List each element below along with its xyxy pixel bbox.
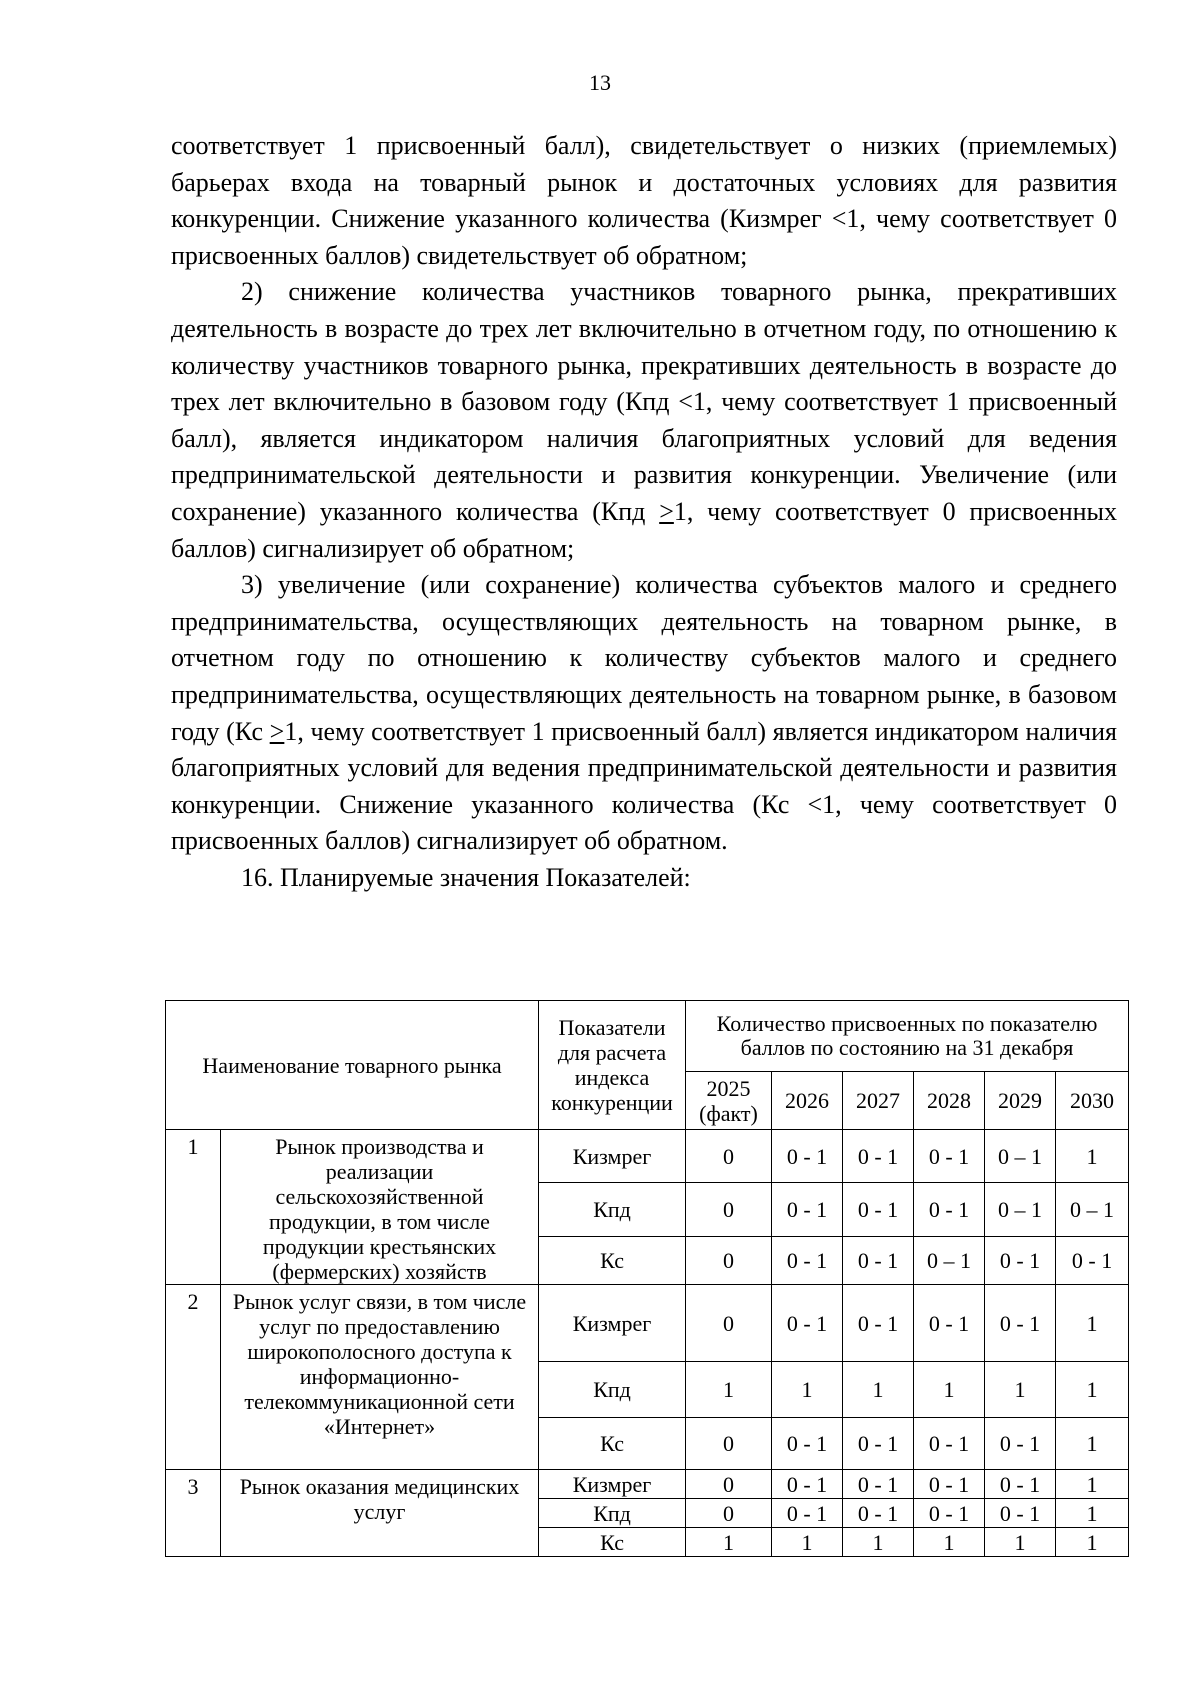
score-cell: 1 [1056, 1470, 1129, 1499]
score-cell: 0 - 1 [914, 1130, 985, 1183]
score-cell: 1 [914, 1362, 985, 1418]
paragraph [171, 274, 1117, 567]
score-cell: 0 - 1 [772, 1418, 843, 1470]
paragraph-text: 2) снижение количества участников товарного рынка, прекративших деятельность в возрасте до трех лет включительно в отчетном году, по отношению к количеству участников товарного рынка, прекративших деятельность в возрасте до трех лет включительно в базовом году (Кпд <1, чему соответствует 1 присвоенный балл), является индикатором наличия благоприятных условий для ведения предпринимательской деятельности и развития конкуренции. Увеличение (или сохранение) указанного количества (Кпд [171, 277, 1117, 526]
indicator-name: Кпд [539, 1183, 686, 1236]
paragraphs [171, 128, 1117, 860]
score-cell: 0 - 1 [843, 1236, 914, 1284]
page-number: 13 [589, 70, 611, 95]
header-year: 2028 [914, 1072, 985, 1130]
score-cell: 0 - 1 [772, 1499, 843, 1528]
score-cell: 0 - 1 [843, 1130, 914, 1183]
score-cell: 1 [1056, 1418, 1129, 1470]
table-row [166, 1130, 1129, 1183]
indicator-name: Кизмрег [539, 1470, 686, 1499]
score-cell: 0 - 1 [843, 1470, 914, 1499]
table-row [166, 1470, 1129, 1499]
market-name: Рынок услуг связи, в том числе услуг по предоставлению широкополосного доступа к информационно-телекоммуникационной сети «Интернет» [221, 1285, 539, 1470]
market-name: Рынок производства и реализации сельскохозяйственной продукции, в том числе продукции крестьянских (фермерских) хозяйств [221, 1130, 539, 1285]
score-cell: 0 - 1 [914, 1470, 985, 1499]
score-cell: 0 - 1 [985, 1499, 1056, 1528]
indicator-name: Кс [539, 1528, 686, 1557]
score-cell: 0 - 1 [985, 1418, 1056, 1470]
score-cell: 0 – 1 [914, 1236, 985, 1284]
score-cell: 0 [686, 1499, 772, 1528]
score-cell: 1 [772, 1528, 843, 1557]
header-market: Наименование товарного рынка [166, 1001, 539, 1130]
score-cell: 1 [772, 1362, 843, 1418]
underlined-symbol: > [269, 716, 285, 746]
score-cell: 0 - 1 [772, 1130, 843, 1183]
score-cell: 1 [1056, 1362, 1129, 1418]
score-cell: 0 - 1 [1056, 1236, 1129, 1284]
score-cell: 0 [686, 1183, 772, 1236]
score-cell: 0 - 1 [914, 1418, 985, 1470]
underlined-symbol: > [659, 496, 674, 526]
header-row [166, 1001, 1129, 1072]
header-year: 2025 (факт) [686, 1072, 772, 1130]
score-cell: 0 - 1 [985, 1236, 1056, 1284]
score-cell: 0 - 1 [772, 1236, 843, 1284]
header-year: 2030 [1056, 1072, 1129, 1130]
score-cell: 0 - 1 [843, 1499, 914, 1528]
score-cell: 0 – 1 [1056, 1183, 1129, 1236]
indicator-name: Кс [539, 1418, 686, 1470]
body-text [171, 128, 1117, 896]
table-body [166, 1001, 1129, 1557]
score-cell: 0 [686, 1130, 772, 1183]
score-cell: 1 [1056, 1285, 1129, 1362]
score-cell: 0 – 1 [985, 1183, 1056, 1236]
score-cell: 1 [1056, 1130, 1129, 1183]
indicator-name: Кпд [539, 1499, 686, 1528]
row-number: 3 [166, 1470, 221, 1557]
header-year: 2027 [843, 1072, 914, 1130]
indicator-name: Кизмрег [539, 1130, 686, 1183]
paragraph [171, 567, 1117, 860]
score-cell: 0 - 1 [914, 1183, 985, 1236]
paragraph-text: 1, чему соответствует 1 присвоенный балл) является индикатором наличия благоприятных условий для ведения предпринимательской деятельности и развития конкуренции. Снижение указанного количества (Кс <1, чему соответствует 0 присвоенных баллов) сигнализирует об обратном. [171, 716, 1117, 856]
indicator-name: Кс [539, 1236, 686, 1284]
score-cell: 0 - 1 [914, 1285, 985, 1362]
score-cell: 0 [686, 1285, 772, 1362]
score-cell: 1 [985, 1528, 1056, 1557]
score-cell: 0 - 1 [772, 1183, 843, 1236]
score-cell: 0 - 1 [843, 1285, 914, 1362]
paragraph-text: соответствует 1 присвоенный балл), свидетельствует о низких (приемлемых) барьерах входа на товарный рынок и достаточных условиях для развития конкуренции. Снижение указанного количества (Кизмрег <1, чему соответствует 0 присвоенных баллов) свидетельствует об обратном; [171, 131, 1117, 270]
score-cell: 1 [843, 1362, 914, 1418]
indicator-name: Кизмрег [539, 1285, 686, 1362]
market-name: Рынок оказания медицинских услуг [221, 1470, 539, 1557]
score-cell: 0 - 1 [985, 1285, 1056, 1362]
header-indicators: Показатели для расчета индекса конкуренции [539, 1001, 686, 1130]
score-cell: 1 [914, 1528, 985, 1557]
indicator-name: Кпд [539, 1362, 686, 1418]
score-cell: 0 - 1 [772, 1470, 843, 1499]
score-cell: 0 - 1 [843, 1418, 914, 1470]
score-cell: 0 [686, 1418, 772, 1470]
score-cell: 1 [843, 1528, 914, 1557]
indicators-table [165, 1000, 1129, 1557]
score-cell: 1 [1056, 1499, 1129, 1528]
score-cell: 0 [686, 1236, 772, 1284]
score-cell: 1 [1056, 1528, 1129, 1557]
header-year: 2026 [772, 1072, 843, 1130]
paragraph-text: 3) увеличение (или сохранение) количества субъектов малого и среднего предпринимательства, осуществляющих деятельность на товарном рынке, в отчетном году по отношению к количеству субъектов малого и среднего предпринимательства, осуществляющих деятельность на товарном рынке, в базовом году (Кс [171, 570, 1117, 746]
score-cell: 1 [985, 1362, 1056, 1418]
section-heading: 16. Планируемые значения Показателей: [241, 862, 691, 892]
row-number: 2 [166, 1285, 221, 1470]
score-cell: 1 [686, 1528, 772, 1557]
table-row [166, 1285, 1129, 1362]
header-year: 2029 [985, 1072, 1056, 1130]
row-number: 1 [166, 1130, 221, 1285]
score-cell: 0 [686, 1470, 772, 1499]
score-cell: 0 - 1 [985, 1470, 1056, 1499]
score-cell: 0 - 1 [772, 1285, 843, 1362]
header-points: Количество присвоенных по показателю баллов по состоянию на 31 декабря [686, 1001, 1129, 1072]
paragraph-text: 1, чему соответствует 0 присвоенных баллов) сигнализирует об обратном; [171, 496, 1117, 563]
paragraph [171, 128, 1117, 274]
score-cell: 0 - 1 [843, 1183, 914, 1236]
score-cell: 0 - 1 [914, 1499, 985, 1528]
score-cell: 0 – 1 [985, 1130, 1056, 1183]
score-cell: 1 [686, 1362, 772, 1418]
